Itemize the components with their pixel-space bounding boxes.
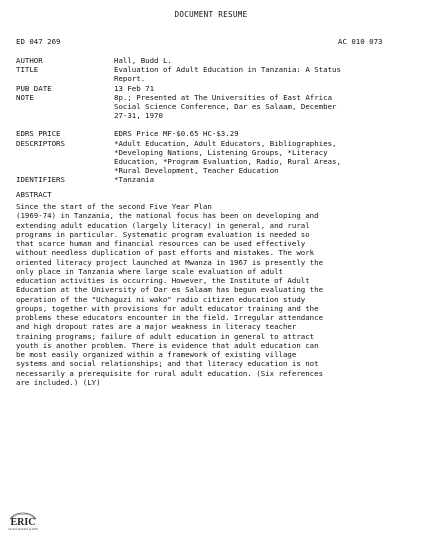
eric-logo [8, 501, 38, 531]
bibliographic-fields [16, 56, 411, 185]
identifiers-row [16, 175, 411, 184]
note-label: NOTE [16, 92, 34, 102]
eric-logo-caption: Full Text Provided by ERIC [8, 528, 38, 531]
note-row [16, 93, 411, 121]
abstract-heading: ABSTRACT [16, 190, 52, 199]
identifiers-label: IDENTIFIERS [16, 175, 65, 185]
descriptors-label: DESCRIPTORS [16, 138, 65, 148]
edrs-price-row [16, 129, 411, 138]
identifiers-value: *Tanzania [114, 175, 155, 185]
title-row [16, 65, 411, 83]
edrs-price-value: EDRS Price MF-$0.65 HC-$3.29 [114, 129, 239, 139]
pub-date-label: PUB DATE [16, 83, 52, 93]
pub-date-value: 13 Feb 71 [114, 83, 155, 93]
ac-number: AC 010 073 [338, 37, 383, 46]
pub-date-row [16, 84, 411, 93]
title-label: TITLE [16, 65, 39, 75]
abstract-body: Since the start of the second Five Year Plan (1969-74) in Tanzania, the national focus has been on developing and extending adult education (largely literacy) in general, and rural programs in particular. Systematic program evaluation is needed so that scarce human and financial resources can be used effectively without needless duplication of past efforts and mistakes. The work oriented literacy project launched at Mwanza in 1967 is presently the only place in Tanzania where large scale evaluation of adult education activities is occurring. However, the Institute of Adult Education at the University of Dar es Salaam has begun evaluating the operation of the "Uchaguzi ni wako" radio citizen education study groups, together with provisions for adult educator training and the problems these educators encounter in the field. Irregular attendance and high dropout rates are a major weakness in literacy teacher training programs; failure of adult education in general to attract youth is another problem. There is evidence that adult education can be most easily organized within a framework of existing village systems and social relationships; and that literacy education is not necessarily a prerequisite for rural adult education. (Six references are included.) (LY) [16, 202, 324, 387]
author-label: AUTHOR [16, 56, 43, 65]
descriptors-value: *Adult Education, Adult Educators, Bibliographies, *Developing Nations, Listening Groups, *Literacy Education, *Program Evaluation, Radio, Rural Areas, *Rural Development, Teacher Education [114, 138, 341, 176]
author-row [16, 56, 411, 65]
descriptors-row [16, 139, 411, 176]
document-title: DOCUMENT RESUME [174, 10, 248, 19]
author-value: Hall, Budd L. [114, 56, 172, 65]
edrs-price-label: EDRS PRICE [16, 129, 61, 139]
title-value: Evaluation of Adult Education in Tanzania: A Status Report. [114, 65, 341, 84]
note-value: 8p.; Presented at The Universities of East Africa Social Science Conference, Dar es Salaam, December 27-31, 1970 [114, 92, 337, 121]
ed-number: ED 047 269 [16, 37, 61, 46]
eric-logo-text: ERIC [10, 517, 36, 528]
